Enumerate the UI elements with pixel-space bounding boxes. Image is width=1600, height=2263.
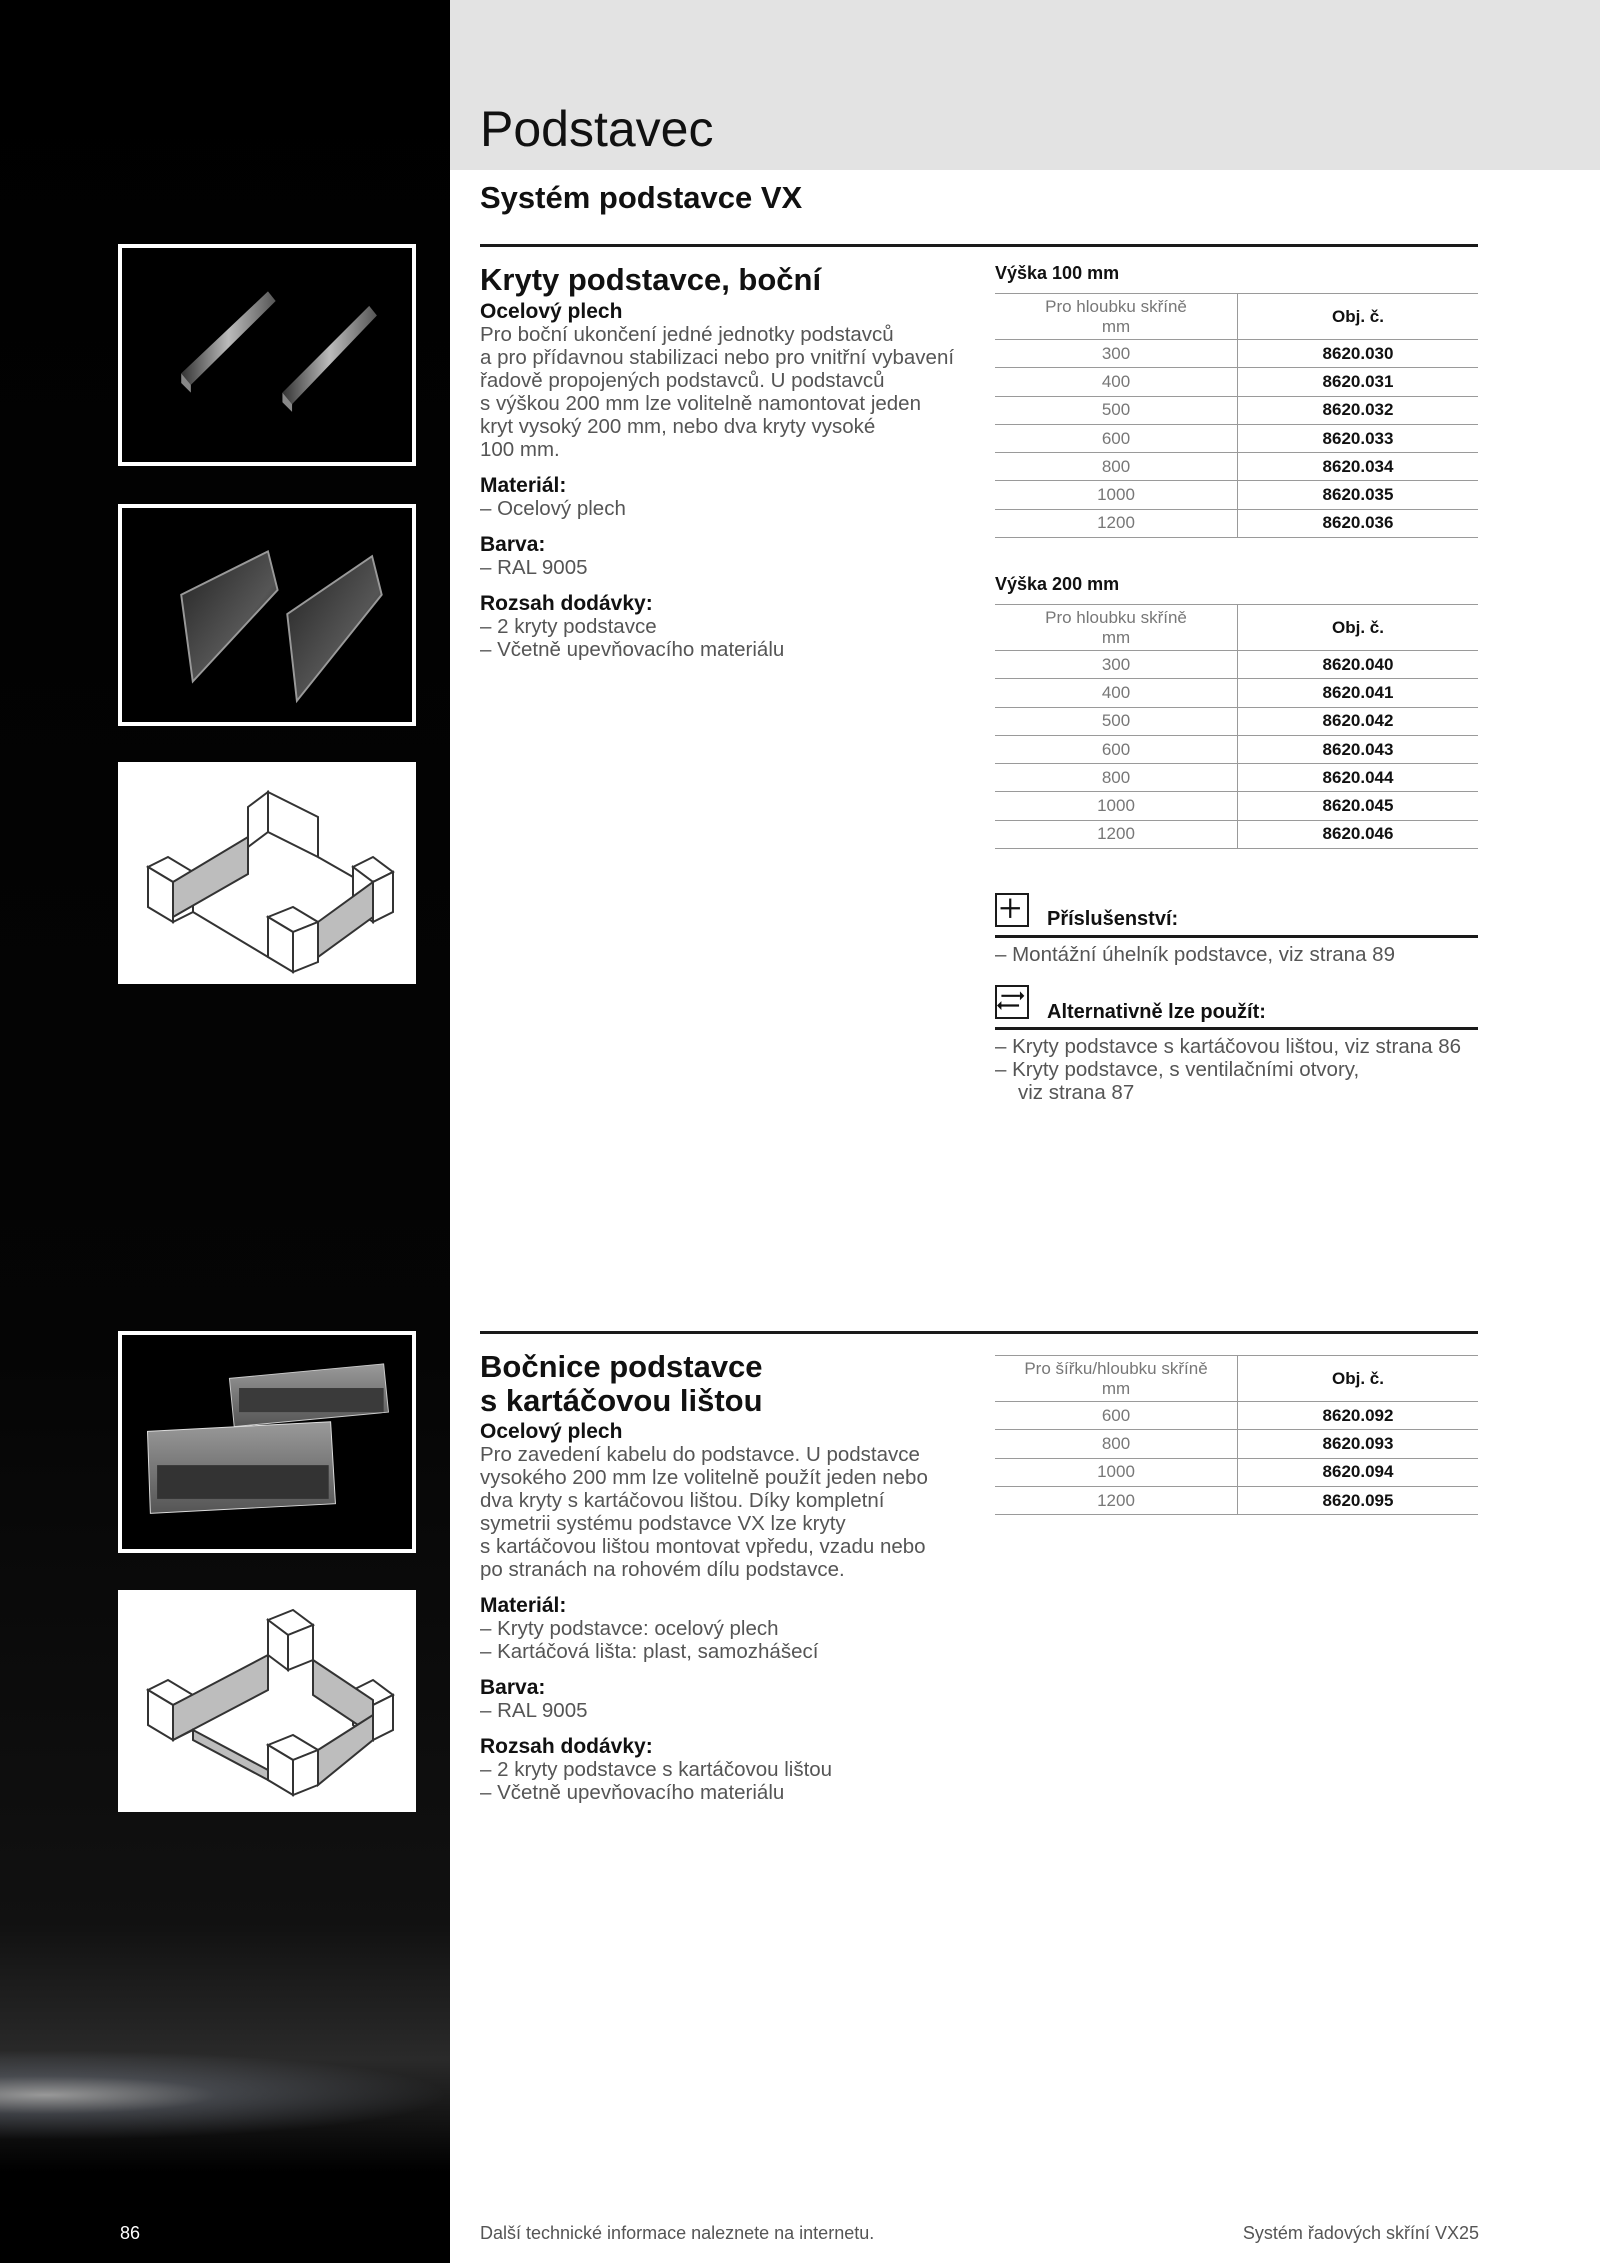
material-item: – Kartáčová lišta: plast, samozhášecí (480, 1640, 819, 1663)
accessories-title: Příslušenství: (1047, 908, 1179, 930)
product-photo-brush-covers (118, 1331, 416, 1553)
desc-line: dva kryty s kartáčovou lištou. Díky kompletní (480, 1489, 885, 1512)
desc-line: vysokého 200 mm lze volitelně použít jeden nebo (480, 1466, 928, 1489)
color-label: Barva: (480, 533, 546, 556)
table-row: 300 8620.040 (995, 651, 1478, 679)
alternatives-title: Alternativně lze použít: (1047, 1001, 1266, 1023)
section-divider (480, 1331, 1478, 1334)
table-header-row (995, 294, 1478, 340)
color-label: Barva: (480, 1676, 546, 1699)
alternative-item: – Kryty podstavce s kartáčovou lištou, viz strana 86 (995, 1035, 1462, 1058)
table-row: 800 8620.093 (995, 1430, 1478, 1458)
desc-line: Pro zavedení kabelu do podstavce. U podstavce (480, 1443, 920, 1466)
table-row: 1200 8620.036 (995, 509, 1478, 537)
desc-line: po stranách na rohovém dílu podstavce. (480, 1558, 845, 1581)
product-photo-cover-200mm (118, 504, 416, 726)
desc-line: symetrii systému podstavce VX lze kryty (480, 1512, 846, 1535)
col-header-width-depth: Pro šířku/hloubku skříně mm (995, 1356, 1238, 1402)
delivery-item: – Včetně upevňovacího materiálu (480, 1781, 785, 1804)
table-header-row (995, 1356, 1478, 1402)
delivery-item: – 2 kryty podstavce (480, 615, 657, 638)
subtitle: Ocelový plech (480, 300, 623, 323)
alternatives-list (995, 1035, 1485, 1104)
sidebar-glow (0, 2050, 450, 2140)
desc-line: s kartáčovou lištou montovat vpředu, vzadu nebo (480, 1535, 926, 1558)
col-header-part-no: Obj. č. (1238, 605, 1479, 651)
table-row: 500 8620.032 (995, 396, 1478, 424)
alternatives-divider (995, 1027, 1478, 1030)
desc-line: s výškou 200 mm lze volitelně namontovat jeden (480, 392, 921, 415)
table-row: 1200 8620.046 (995, 820, 1478, 848)
section-title-side-covers: Kryty podstavce, boční (480, 262, 822, 297)
table-row: 400 8620.041 (995, 679, 1478, 707)
page-number: 86 (120, 2223, 141, 2243)
delivery-label: Rozsah dodávky: (480, 592, 653, 615)
delivery-label: Rozsah dodávky: (480, 1735, 653, 1758)
table-row: 1000 8620.094 (995, 1458, 1478, 1486)
accessory-item: – Montážní úhelník podstavce, viz strana 89 (995, 943, 1395, 966)
table-row: 400 8620.031 (995, 368, 1478, 396)
title-line: s kartáčovou lištou (480, 1383, 763, 1418)
part-table-brush-covers (995, 1355, 1478, 1515)
col-header-depth: Pro hloubku skříně mm (995, 294, 1238, 340)
material-item: – Kryty podstavce: ocelový plech (480, 1617, 779, 1640)
section-brush-covers-text (480, 1420, 970, 1804)
table-row: 300 8620.030 (995, 340, 1478, 368)
title-line: Bočnice podstavce (480, 1349, 763, 1384)
col-header-part-no: Obj. č. (1238, 294, 1479, 340)
section-side-covers-text (480, 300, 970, 661)
accessories-list (995, 943, 1485, 966)
table-row: 800 8620.034 (995, 453, 1478, 481)
system-title: Systém podstavce VX (480, 180, 803, 215)
subtitle: Ocelový plech (480, 1420, 623, 1443)
table-header-row (995, 605, 1478, 651)
desc-line: 100 mm. (480, 438, 560, 461)
table-caption-height-200: Výška 200 mm (995, 574, 1120, 594)
delivery-item: – Včetně upevňovacího materiálu (480, 638, 785, 661)
part-table-height-200 (995, 604, 1478, 849)
material-label: Materiál: (480, 474, 567, 497)
footer-catalog-title: Systém řadových skříní VX25 (1242, 2223, 1479, 2243)
desc-line: a pro přídavnou stabilizaci nebo pro vnitřní vybavení (480, 346, 955, 369)
diagram-plinth-side-covers (118, 762, 416, 984)
material-label: Materiál: (480, 1594, 567, 1617)
alternative-item: viz strana 87 (1018, 1081, 1135, 1104)
col-header-part-no: Obj. č. (1238, 1356, 1479, 1402)
delivery-item: – 2 kryty podstavce s kartáčovou lištou (480, 1758, 833, 1781)
page-title: Podstavec (480, 101, 714, 157)
table-row: 600 8620.043 (995, 735, 1478, 763)
section-title-brush-covers (480, 1350, 763, 1418)
table-row: 800 8620.044 (995, 764, 1478, 792)
alternative-item: – Kryty podstavce, s ventilačními otvory, (995, 1058, 1360, 1081)
desc-line: Pro boční ukončení jedné jednotky podstavců (480, 323, 894, 346)
accessories-divider (995, 935, 1478, 938)
color-item: – RAL 9005 (480, 1699, 588, 1722)
product-photo-cover-100mm (118, 244, 416, 466)
plus-icon (995, 893, 1029, 927)
table-row: 1000 8620.045 (995, 792, 1478, 820)
footer-note: Další technické informace naleznete na internetu. (480, 2223, 875, 2243)
table-row: 1000 8620.035 (995, 481, 1478, 509)
swap-arrows-icon (995, 985, 1029, 1019)
material-item: – Ocelový plech (480, 497, 626, 520)
table-row: 1200 8620.095 (995, 1486, 1478, 1514)
diagram-plinth-brush-covers (118, 1590, 416, 1812)
desc-line: kryt vysoký 200 mm, nebo dva kryty vysoké (480, 415, 876, 438)
table-row: 600 8620.092 (995, 1402, 1478, 1430)
col-header-depth: Pro hloubku skříně mm (995, 605, 1238, 651)
section-divider (480, 244, 1478, 247)
desc-line: řadově propojených podstavců. U podstavců (480, 369, 885, 392)
color-item: – RAL 9005 (480, 556, 588, 579)
table-caption-height-100: Výška 100 mm (995, 263, 1120, 283)
part-table-height-100 (995, 293, 1478, 538)
table-row: 500 8620.042 (995, 707, 1478, 735)
table-row: 600 8620.033 (995, 424, 1478, 452)
